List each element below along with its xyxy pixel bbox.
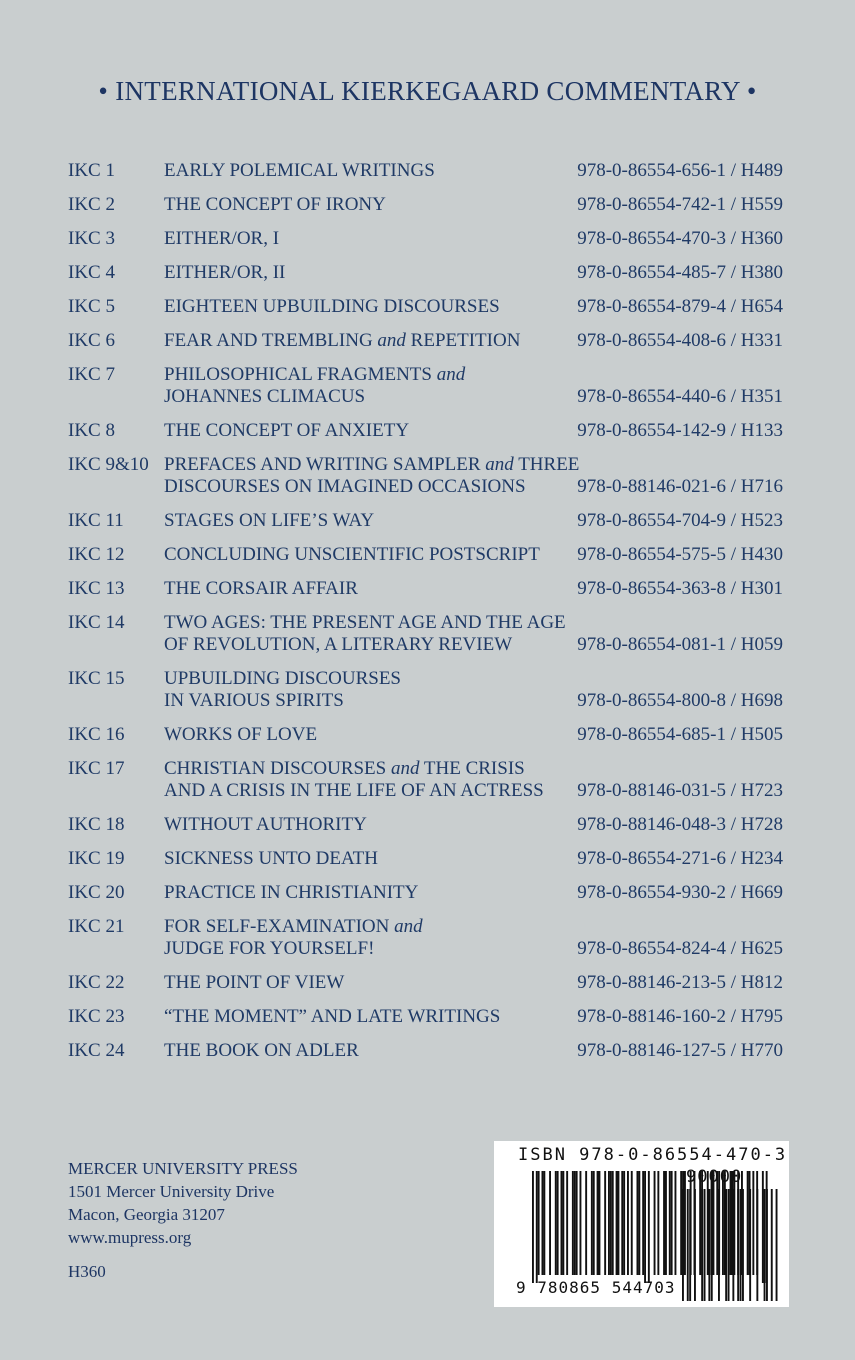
volume-code: IKC 9&10 xyxy=(68,454,149,475)
volume-title-line: PREFACES AND WRITING SAMPLER and THREE xyxy=(164,454,580,475)
barcode-addon-bar xyxy=(694,1189,696,1301)
volume-row xyxy=(0,160,855,182)
volume-isbn: 978-0-86554-685-1 / H505 xyxy=(577,724,783,745)
volume-isbn: 978-0-86554-575-5 / H430 xyxy=(577,544,783,565)
barcode-bar xyxy=(616,1171,618,1275)
volume-title-line: JUDGE FOR YOURSELF! xyxy=(164,938,375,959)
volume-row xyxy=(0,330,855,352)
barcode-addon-bar xyxy=(704,1189,706,1301)
barcode-bar xyxy=(618,1171,620,1275)
volume-isbn: 978-0-86554-142-9 / H133 xyxy=(577,420,783,441)
publisher-website: www.mupress.org xyxy=(68,1228,192,1247)
barcode-bar xyxy=(536,1171,538,1283)
barcode-bar xyxy=(566,1171,568,1275)
volume-title xyxy=(164,578,576,600)
volume-title xyxy=(164,228,576,250)
volume-title-line: EARLY POLEMICAL WRITINGS xyxy=(164,160,435,181)
volume-code: IKC 12 xyxy=(68,544,125,565)
barcode-bar xyxy=(576,1171,578,1275)
volume-isbn: 978-0-86554-930-2 / H669 xyxy=(577,882,783,903)
volume-title xyxy=(164,510,576,532)
volume-code: IKC 3 xyxy=(68,228,115,249)
barcode-price-code: 90000 xyxy=(686,1167,743,1187)
barcode-bar xyxy=(671,1171,673,1275)
volume-code: IKC 8 xyxy=(68,420,115,441)
volume-row xyxy=(0,848,855,870)
volume-title xyxy=(164,848,576,870)
publisher-address-line1: 1501 Mercer University Drive xyxy=(68,1182,275,1201)
barcode-bar xyxy=(747,1171,749,1275)
publisher-name: MERCER UNIVERSITY PRESS xyxy=(68,1159,298,1178)
barcode-bar xyxy=(543,1171,545,1275)
volume-code: IKC 23 xyxy=(68,1006,125,1027)
barcode-bar xyxy=(599,1171,601,1275)
book-code: H360 xyxy=(68,1262,106,1281)
volume-title xyxy=(164,758,576,802)
barcode-addon-bar xyxy=(776,1189,778,1301)
volume-isbn: 978-0-88146-127-5 / H770 xyxy=(577,1040,783,1061)
volume-isbn: 978-0-86554-440-6 / H351 xyxy=(577,386,783,407)
volume-code: IKC 24 xyxy=(68,1040,125,1061)
barcode-bar xyxy=(675,1171,677,1275)
barcode-bar xyxy=(762,1171,764,1283)
barcode-addon-bar xyxy=(737,1189,739,1301)
volume-row xyxy=(0,194,855,216)
volume-title-line: THE CORSAIR AFFAIR xyxy=(164,578,358,599)
barcode-addon-bar xyxy=(708,1189,710,1301)
volume-title xyxy=(164,160,576,182)
volume-title xyxy=(164,612,576,656)
barcode-addon-bar xyxy=(689,1189,691,1301)
barcode-bar xyxy=(557,1171,559,1275)
volume-title-line: SICKNESS UNTO DEATH xyxy=(164,848,378,869)
series-title: • INTERNATIONAL KIERKEGAARD COMMENTARY • xyxy=(98,76,757,106)
volume-isbn: 978-0-88146-021-6 / H716 xyxy=(577,476,783,497)
volume-title xyxy=(164,330,576,352)
volume-title-line: WORKS OF LOVE xyxy=(164,724,318,745)
volume-row xyxy=(0,916,855,960)
volume-title-line: THE POINT OF VIEW xyxy=(164,972,345,993)
volume-title-line: STAGES ON LIFE’S WAY xyxy=(164,510,375,531)
volume-title-line: DISCOURSES ON IMAGINED OCCASIONS xyxy=(164,476,526,497)
barcode-bar xyxy=(597,1171,599,1275)
barcode-bar xyxy=(612,1171,614,1275)
barcode-bar xyxy=(648,1171,650,1283)
barcode-bar xyxy=(752,1171,754,1275)
volume-code: IKC 11 xyxy=(68,510,124,531)
barcode-addon-bar xyxy=(756,1189,758,1301)
volume-title xyxy=(164,916,576,960)
volume-title-line: EITHER/OR, II xyxy=(164,262,286,283)
barcode-bar xyxy=(631,1171,633,1275)
volume-code: IKC 20 xyxy=(68,882,125,903)
barcode-addon-bar xyxy=(732,1189,734,1301)
volume-row xyxy=(0,510,855,532)
volume-code: IKC 22 xyxy=(68,972,125,993)
volume-title xyxy=(164,296,576,318)
barcode-bar xyxy=(562,1171,564,1275)
barcode-addon-bar xyxy=(718,1189,720,1301)
volume-title-line: “THE MOMENT” AND LATE WRITINGS xyxy=(164,1006,501,1027)
barcode-bar xyxy=(669,1171,671,1275)
barcode-bar xyxy=(593,1171,595,1275)
barcode-bar xyxy=(638,1171,640,1275)
barcode-bar xyxy=(542,1171,544,1275)
barcode-bar xyxy=(637,1171,639,1275)
barcode-addon-bar xyxy=(725,1189,727,1301)
volume-title xyxy=(164,1006,576,1028)
volume-code: IKC 14 xyxy=(68,612,125,633)
barcode-bar xyxy=(657,1171,659,1275)
volume-row xyxy=(0,262,855,284)
volume-title-line: EITHER/OR, I xyxy=(164,228,280,249)
volume-row xyxy=(0,1040,855,1062)
volume-row xyxy=(0,668,855,712)
volume-code: IKC 6 xyxy=(68,330,115,351)
volume-isbn: 978-0-86554-800-8 / H698 xyxy=(577,690,783,711)
volume-isbn: 978-0-86554-824-4 / H625 xyxy=(577,938,783,959)
volume-title xyxy=(164,724,576,746)
volume-isbn: 978-0-86554-081-1 / H059 xyxy=(577,634,783,655)
volume-title-line: CHRISTIAN DISCOURSES and THE CRISIS xyxy=(164,758,525,779)
barcode-addon-bar xyxy=(687,1189,689,1301)
barcode-addon-bar xyxy=(740,1189,742,1301)
volume-row xyxy=(0,612,855,656)
volume-isbn: 978-0-86554-271-6 / H234 xyxy=(577,848,783,869)
barcode-bar xyxy=(561,1171,563,1275)
barcode-bar xyxy=(608,1171,610,1275)
volume-isbn: 978-0-88146-160-2 / H795 xyxy=(577,1006,783,1027)
volume-row xyxy=(0,724,855,746)
volume-title-line: OF REVOLUTION, A LITERARY REVIEW xyxy=(164,634,513,655)
volume-isbn: 978-0-86554-485-7 / H380 xyxy=(577,262,783,283)
barcode-digits: 9 780865 544703 xyxy=(516,1278,676,1297)
volume-row xyxy=(0,364,855,408)
volume-list xyxy=(0,160,855,1074)
barcode-addon-bar xyxy=(682,1189,684,1301)
barcode-bar xyxy=(627,1171,629,1275)
volume-row xyxy=(0,228,855,250)
volume-row xyxy=(0,882,855,904)
volume-title-line: TWO AGES: THE PRESENT AGE AND THE AGE xyxy=(164,612,566,633)
volume-title xyxy=(164,262,576,284)
volume-code: IKC 7 xyxy=(68,364,115,385)
volume-code: IKC 17 xyxy=(68,758,125,779)
barcode-addon-bar xyxy=(711,1189,713,1301)
volume-isbn: 978-0-86554-470-3 / H360 xyxy=(577,228,783,249)
volume-isbn: 978-0-88146-048-3 / H728 xyxy=(577,814,783,835)
barcode-bar xyxy=(654,1171,656,1275)
volume-title xyxy=(164,364,576,408)
volume-isbn: 978-0-88146-031-5 / H723 xyxy=(577,780,783,801)
barcode-addon-bar xyxy=(771,1189,773,1301)
barcode-bar xyxy=(642,1171,644,1275)
volume-title-line: EIGHTEEN UPBUILDING DISCOURSES xyxy=(164,296,500,317)
volume-code: IKC 16 xyxy=(68,724,125,745)
volume-title-line: PHILOSOPHICAL FRAGMENTS and xyxy=(164,364,466,385)
volume-code: IKC 13 xyxy=(68,578,125,599)
barcode-bar xyxy=(572,1171,574,1275)
volume-isbn: 978-0-86554-704-9 / H523 xyxy=(577,510,783,531)
volume-title xyxy=(164,972,576,994)
barcode-addon-bar xyxy=(701,1189,703,1301)
volume-title-line: THE CONCEPT OF ANXIETY xyxy=(164,420,410,441)
barcode-bar xyxy=(574,1171,576,1275)
barcode-bar xyxy=(680,1171,682,1275)
barcode-addon-bar xyxy=(766,1189,768,1301)
barcode-panel xyxy=(494,1141,789,1307)
volume-code: IKC 15 xyxy=(68,668,125,689)
volume-title-line: PRACTICE IN CHRISTIANITY xyxy=(164,882,419,903)
volume-row xyxy=(0,296,855,318)
barcode-addon-bar xyxy=(728,1189,730,1301)
volume-title-line: JOHANNES CLIMACUS xyxy=(164,386,366,407)
volume-isbn: 978-0-86554-879-4 / H654 xyxy=(577,296,783,317)
barcode-bar xyxy=(580,1171,582,1275)
volume-title-line: CONCLUDING UNSCIENTIFIC POSTSCRIPT xyxy=(164,544,540,565)
barcode-bar xyxy=(549,1171,551,1275)
volume-title xyxy=(164,194,576,216)
volume-title xyxy=(164,454,580,498)
volume-code: IKC 21 xyxy=(68,916,125,937)
volume-title-line: WITHOUT AUTHORITY xyxy=(164,814,367,835)
barcode-bar xyxy=(555,1171,557,1275)
volume-title-line: FEAR AND TREMBLING and REPETITION xyxy=(164,330,521,351)
barcode-addon-bar xyxy=(764,1189,766,1301)
volume-row xyxy=(0,1006,855,1028)
volume-row xyxy=(0,420,855,442)
volume-code: IKC 4 xyxy=(68,262,115,283)
barcode-bar xyxy=(644,1171,646,1283)
barcode-bar xyxy=(665,1171,667,1275)
volume-code: IKC 5 xyxy=(68,296,115,317)
volume-row xyxy=(0,454,855,498)
volume-code: IKC 18 xyxy=(68,814,125,835)
volume-isbn: 978-0-88146-213-5 / H812 xyxy=(577,972,783,993)
publisher-address-line2: Macon, Georgia 31207 xyxy=(68,1205,225,1224)
barcode-addon-bar xyxy=(742,1189,744,1301)
volume-title-line: IN VARIOUS SPIRITS xyxy=(164,690,344,711)
barcode-bar xyxy=(538,1171,540,1275)
volume-title xyxy=(164,544,576,566)
volume-row xyxy=(0,758,855,802)
volume-isbn: 978-0-86554-408-6 / H331 xyxy=(577,330,783,351)
barcode-bar xyxy=(621,1171,623,1275)
volume-title xyxy=(164,1040,576,1062)
volume-title-line: AND A CRISIS IN THE LIFE OF AN ACTRESS xyxy=(164,780,544,801)
barcode-bar xyxy=(610,1171,612,1275)
volume-title xyxy=(164,420,576,442)
volume-row xyxy=(0,972,855,994)
volume-row xyxy=(0,578,855,600)
volume-title-line: THE CONCEPT OF IRONY xyxy=(164,194,386,215)
volume-code: IKC 2 xyxy=(68,194,115,215)
volume-code: IKC 1 xyxy=(68,160,115,181)
volume-title-line: FOR SELF-EXAMINATION and xyxy=(164,916,423,937)
volume-isbn: 978-0-86554-363-8 / H301 xyxy=(577,578,783,599)
volume-title xyxy=(164,668,576,712)
barcode-bar xyxy=(623,1171,625,1275)
barcode-isbn-label: ISBN 978-0-86554-470-3 xyxy=(518,1145,788,1165)
barcode-bar xyxy=(604,1171,606,1275)
volume-isbn: 978-0-86554-656-1 / H489 xyxy=(577,160,783,181)
volume-title-line: UPBUILDING DISCOURSES xyxy=(164,668,401,689)
volume-isbn: 978-0-86554-742-1 / H559 xyxy=(577,194,783,215)
volume-title xyxy=(164,814,576,836)
barcode-bar xyxy=(532,1171,534,1283)
volume-title xyxy=(164,882,576,904)
publisher-block xyxy=(68,1157,298,1249)
volume-row xyxy=(0,544,855,566)
volume-row xyxy=(0,814,855,836)
barcode-bar xyxy=(585,1171,587,1275)
barcode-bar xyxy=(663,1171,665,1275)
barcode-bar xyxy=(591,1171,593,1275)
volume-code: IKC 19 xyxy=(68,848,125,869)
volume-title-line: THE BOOK ON ADLER xyxy=(164,1040,359,1061)
barcode-addon-bar xyxy=(749,1189,751,1301)
